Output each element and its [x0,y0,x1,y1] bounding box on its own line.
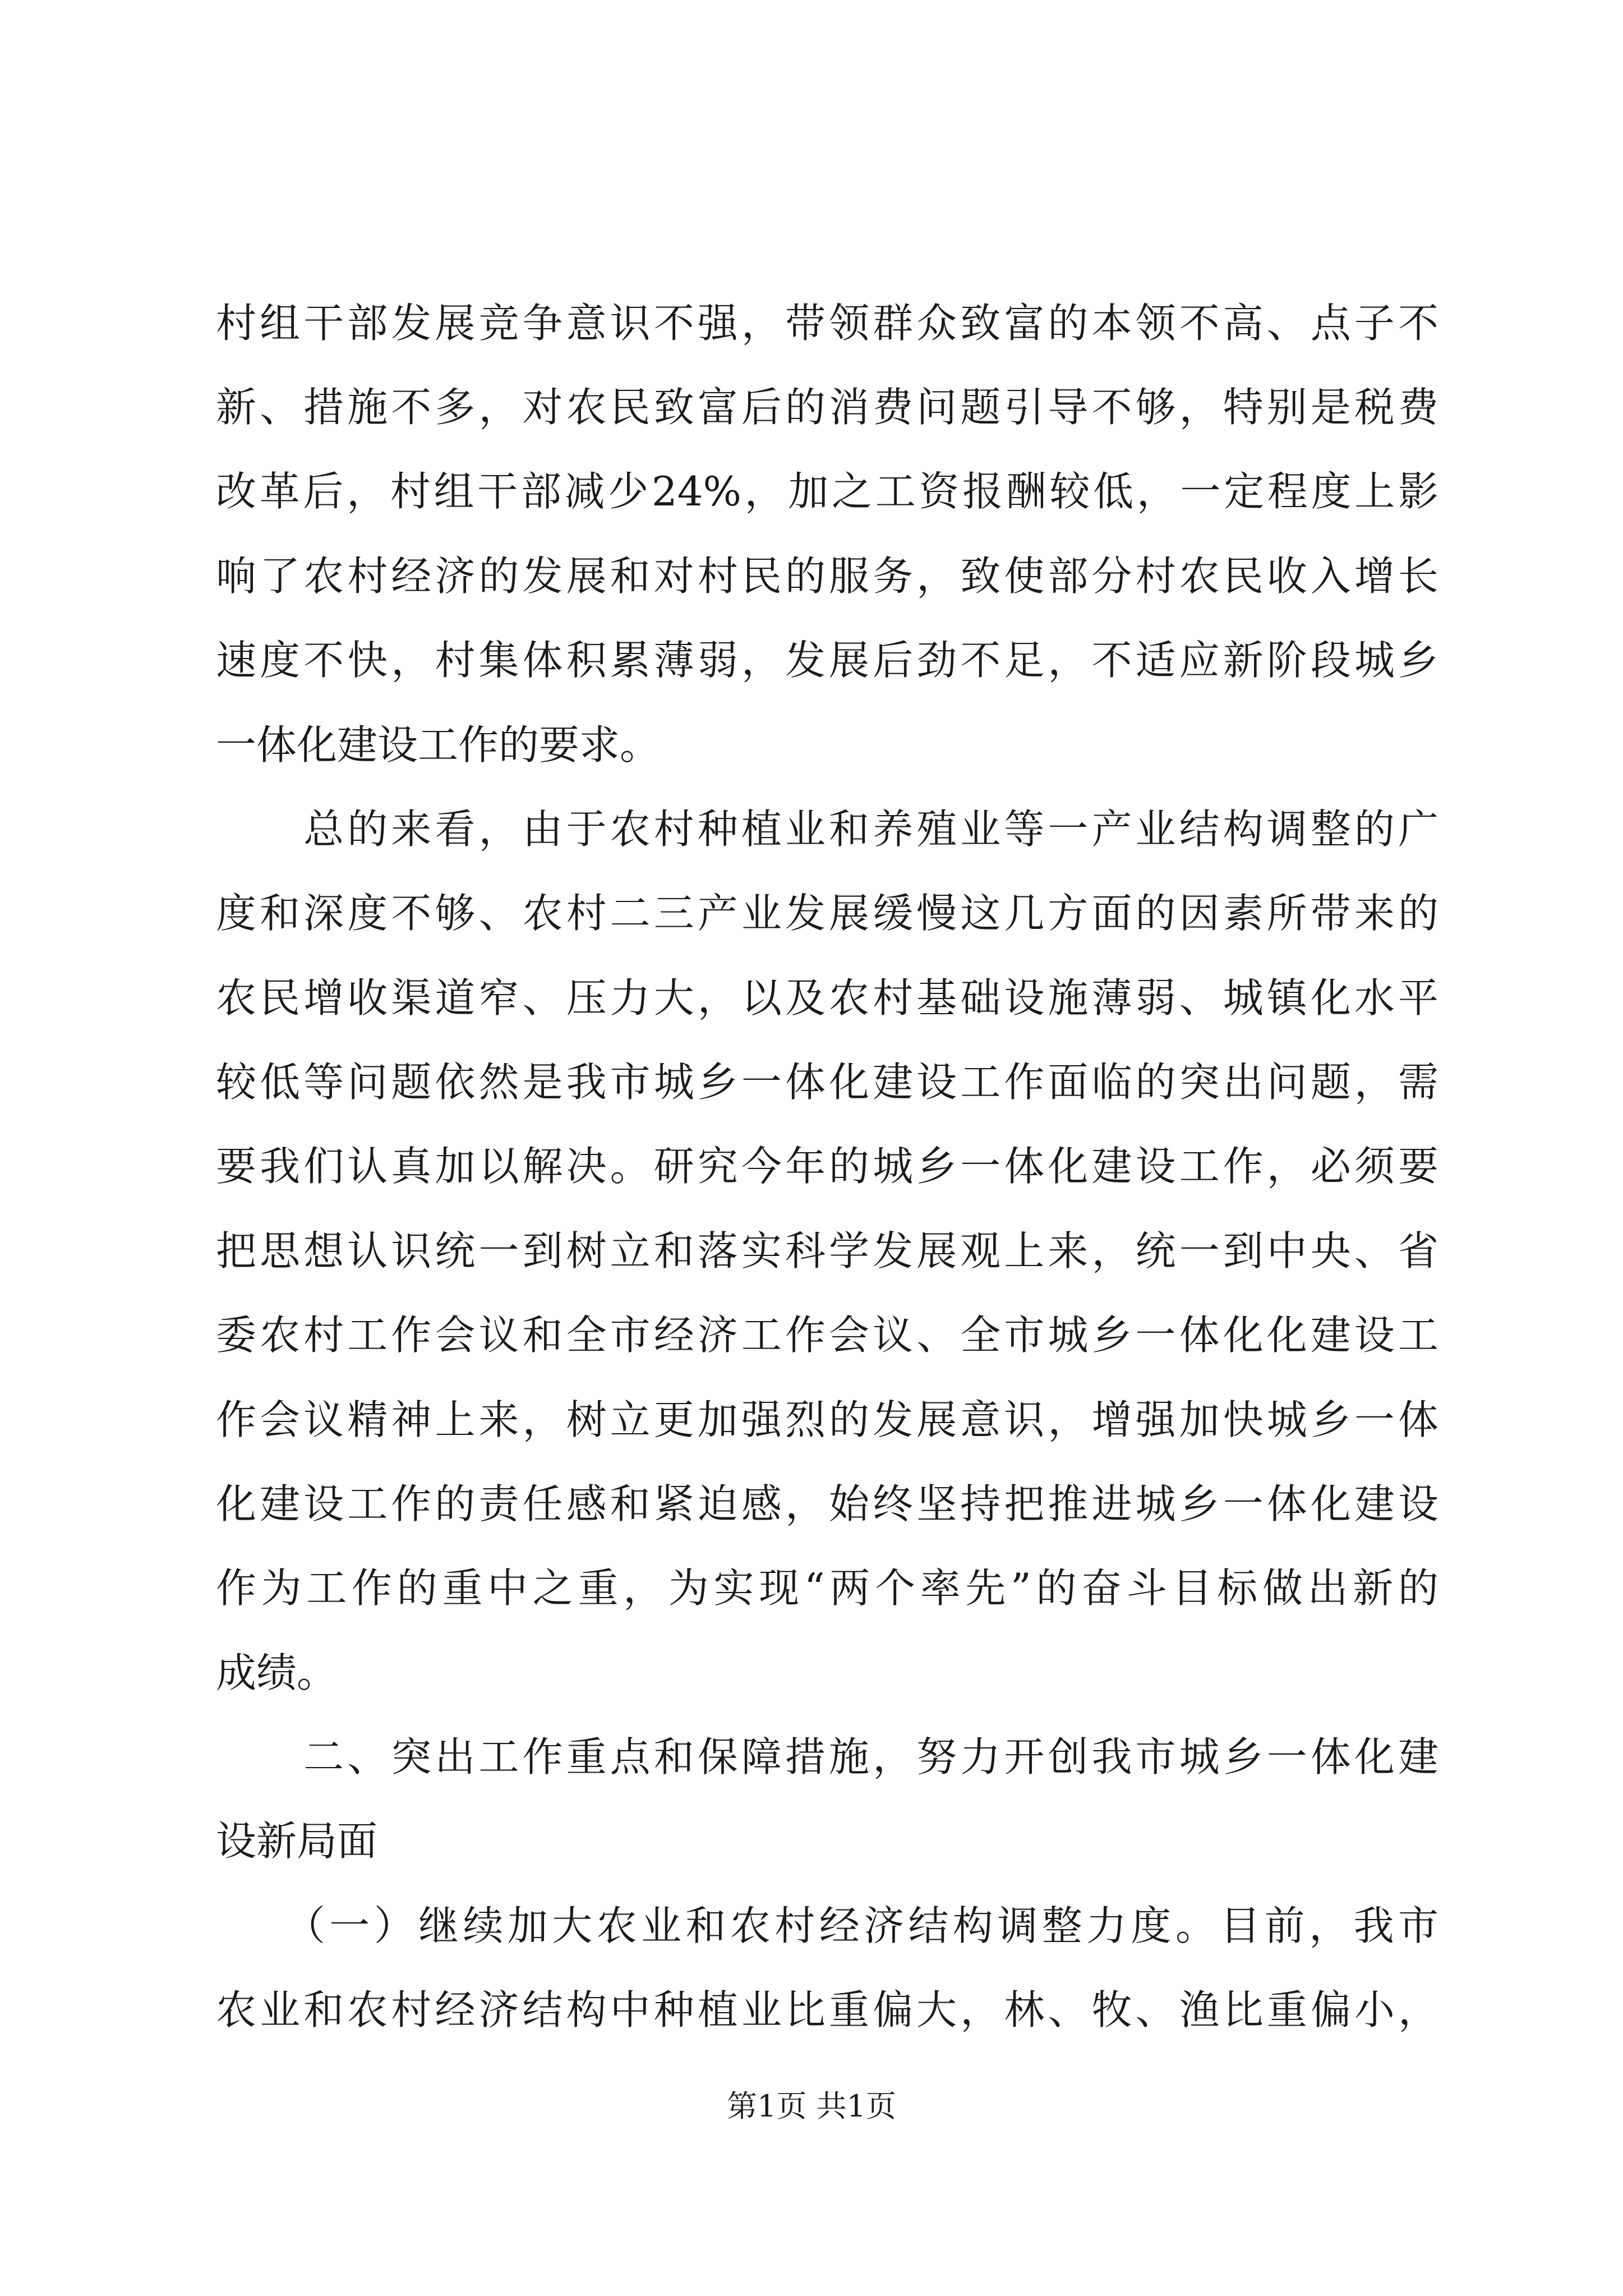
text-line: 作会议精神上来，树立更加强烈的发展意识，增强加快城乡一体 [216,1396,1438,1443]
text-line: 农民增收渠道窄、压力大，以及农村基础设施薄弱、城镇化水平 [216,974,1438,1022]
text-line: 化建设工作的责任感和紧迫感，始终坚持把推进城乡一体化建设 [216,1480,1438,1527]
text-line: 总的来看，由于农村种植业和养殖业等一产业结构调整的广 [216,806,1438,853]
text-line: 改革后，村组干部减少24%，加之工资报酬较低，一定程度上影 [216,468,1438,515]
text-line: 度和深度不够、农村二三产业发展缓慢这几方面的因素所带来的 [216,890,1438,937]
text-line: 一体化建设工作的要求。 [216,721,661,769]
text-line: 委农村工作会议和全市经济工作会议、全市城乡一体化化建设工 [216,1312,1438,1359]
text-line: 二、突出工作重点和保障措施，努力开创我市城乡一体化建 [216,1733,1438,1780]
text-line: 作为工作的重中之重，为实现“两个率先”的奋斗目标做出新的 [216,1565,1438,1612]
page-footer: 第1页 共1页 [727,2088,896,2124]
text-line: （一）继续加大农业和农村经济结构调整力度。目前，我市 [216,1902,1438,1949]
text-line: 把思想认识统一到树立和落实科学发展观上来，统一到中央、省 [216,1227,1438,1274]
text-line: 村组干部发展竞争意识不强，带领群众致富的本领不高、点子不 [216,300,1438,347]
text-line: 响了农村经济的发展和对村民的服务，致使部分村农民收入增长 [216,553,1438,600]
text-line: 要我们认真加以解决。研究今年的城乡一体化建设工作，必须要 [216,1143,1438,1190]
text-line: 新、措施不多，对农民致富后的消费问题引导不够，特别是税费 [216,384,1438,431]
text-line: 速度不快，村集体积累薄弱，发展后劲不足，不适应新阶段城乡 [216,637,1438,684]
text-line: 农业和农村经济结构中种植业比重偏大，林、牧、渔比重偏小， [216,1986,1438,2033]
text-line: 设新局面 [216,1818,378,1865]
text-line: 成绩。 [216,1649,338,1696]
text-line: 较低等问题依然是我市城乡一体化建设工作面临的突出问题，需 [216,1059,1438,1106]
